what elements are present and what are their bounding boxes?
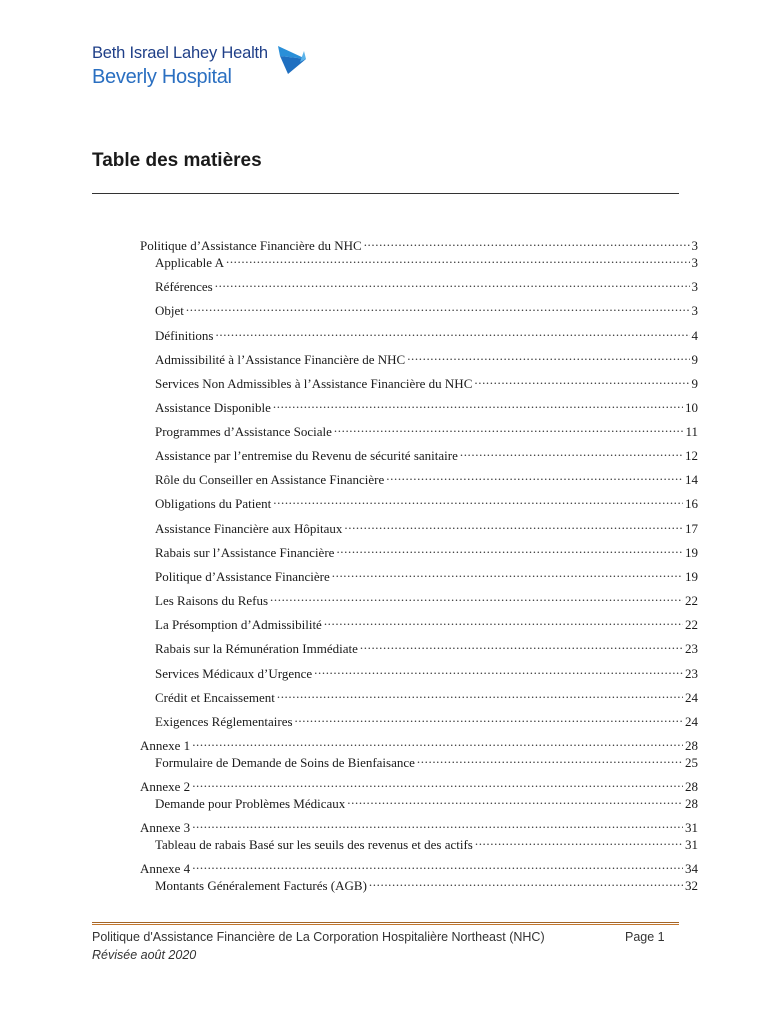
toc-dot-leader bbox=[192, 816, 683, 832]
toc-dot-leader bbox=[336, 541, 683, 557]
toc-dot-leader bbox=[270, 589, 683, 605]
logo-line-2: Beverly Hospital bbox=[92, 66, 232, 88]
toc-entry-page: 11 bbox=[685, 424, 698, 439]
toc-entry-page: 9 bbox=[691, 376, 698, 391]
toc-entry-label: Crédit et Encaissement bbox=[155, 690, 275, 705]
toc-entry-label: Annexe 1 bbox=[140, 738, 191, 753]
toc-dot-leader bbox=[460, 444, 683, 460]
toc-entry[interactable] bbox=[155, 751, 698, 770]
toc-entry[interactable] bbox=[155, 348, 698, 367]
toc-entry-page: 3 bbox=[691, 238, 698, 253]
toc-entry-label: Assistance par l’entremise du Revenu de sécurité sanitaire bbox=[155, 448, 458, 463]
toc-entry-label: Formulaire de Demande de Soins de Bienfaisance bbox=[155, 755, 415, 770]
toc-entry-label: Rabais sur l’Assistance Financière bbox=[155, 545, 335, 560]
toc-entry[interactable] bbox=[155, 613, 698, 632]
toc-dot-leader bbox=[344, 517, 683, 533]
toc-dot-leader bbox=[407, 348, 689, 364]
toc-entry-label: Rabais sur la Rémunération Immédiate bbox=[155, 641, 358, 656]
title-divider bbox=[92, 193, 679, 194]
toc-entry-label: Admissibilité à l’Assistance Financière de NHC bbox=[155, 352, 406, 367]
hospital-logo bbox=[92, 44, 268, 89]
toc-entry[interactable] bbox=[155, 833, 698, 852]
footer-divider bbox=[92, 922, 679, 925]
toc-entry[interactable] bbox=[155, 420, 698, 439]
toc-entry-label: Politique d’Assistance Financière du NHC bbox=[140, 238, 362, 253]
toc-entry-label: Demande pour Problèmes Médicaux bbox=[155, 796, 346, 811]
toc-entry-page: 16 bbox=[685, 496, 698, 511]
toc-entry-page: 3 bbox=[691, 279, 698, 294]
toc-dot-leader bbox=[295, 710, 683, 726]
toc-entry[interactable] bbox=[140, 857, 698, 876]
toc-entry-label: Rôle du Conseiller en Assistance Financière bbox=[155, 472, 385, 487]
toc-dot-leader bbox=[277, 686, 683, 702]
toc-entry[interactable] bbox=[155, 662, 698, 681]
toc-entry-label: Obligations du Patient bbox=[155, 496, 272, 511]
toc-dot-leader bbox=[332, 565, 683, 581]
toc-entry-label: Exigences Réglementaires bbox=[155, 714, 293, 729]
toc-entry-page: 12 bbox=[685, 448, 698, 463]
toc-entry-page: 19 bbox=[685, 569, 698, 584]
toc-entry-page: 4 bbox=[691, 328, 698, 343]
toc-entry-label: Objet bbox=[155, 303, 184, 318]
toc-entry-label: Les Raisons du Refus bbox=[155, 593, 269, 608]
toc-dot-leader bbox=[192, 734, 683, 750]
toc-entry-page: 25 bbox=[685, 755, 698, 770]
toc-dot-leader bbox=[347, 792, 683, 808]
toc-entry-page: 23 bbox=[685, 666, 698, 681]
toc-entry-page: 31 bbox=[685, 837, 698, 852]
toc-dot-leader bbox=[364, 234, 690, 250]
toc-dot-leader bbox=[334, 420, 684, 436]
toc-entry-label: Montants Généralement Facturés (AGB) bbox=[155, 878, 367, 893]
toc-entry-page: 24 bbox=[685, 714, 698, 729]
toc-dot-leader bbox=[475, 833, 683, 849]
toc-entry[interactable] bbox=[140, 734, 698, 753]
toc-dot-leader bbox=[369, 874, 683, 890]
toc-dot-leader bbox=[360, 637, 683, 653]
toc-entry-label: Annexe 2 bbox=[140, 779, 191, 794]
toc-entry-page: 3 bbox=[691, 303, 698, 318]
toc-dot-leader bbox=[324, 613, 683, 629]
toc-entry[interactable] bbox=[155, 792, 698, 811]
toc-entry-page: 19 bbox=[685, 545, 698, 560]
toc-entry-label: Assistance Financière aux Hôpitaux bbox=[155, 521, 343, 536]
logo-line-1: Beth Israel Lahey Health bbox=[92, 44, 268, 62]
toc-entry-page: 24 bbox=[685, 690, 698, 705]
toc-entry[interactable] bbox=[155, 324, 698, 343]
toc-entry[interactable] bbox=[140, 234, 698, 253]
toc-dot-leader bbox=[226, 251, 690, 267]
toc-dot-leader bbox=[192, 857, 683, 873]
toc-entry-label: Services Non Admissibles à l’Assistance Financière du NHC bbox=[155, 376, 473, 391]
toc-dot-leader bbox=[192, 775, 683, 791]
footer-page-number: Page 1 bbox=[625, 930, 665, 944]
toc-entry-label: Programmes d’Assistance Sociale bbox=[155, 424, 332, 439]
toc-entry[interactable] bbox=[155, 565, 698, 584]
toc-entry-page: 22 bbox=[685, 593, 698, 608]
toc-dot-leader bbox=[386, 468, 683, 484]
toc-entry[interactable] bbox=[155, 444, 698, 463]
footer-revision-date: Révisée août 2020 bbox=[92, 948, 197, 962]
toc-entry-label: Annexe 3 bbox=[140, 820, 191, 835]
toc-entry-page: 28 bbox=[685, 779, 698, 794]
toc-entry-label: Assistance Disponible bbox=[155, 400, 271, 415]
toc-entry[interactable] bbox=[140, 816, 698, 835]
toc-entry-page: 14 bbox=[685, 472, 698, 487]
toc-entry-page: 10 bbox=[685, 400, 698, 415]
toc-dot-leader bbox=[186, 299, 690, 315]
toc-entry-label: Définitions bbox=[155, 328, 214, 343]
toc-entry[interactable] bbox=[155, 541, 698, 560]
toc-entry-page: 28 bbox=[685, 738, 698, 753]
toc-entry-page: 17 bbox=[685, 521, 698, 536]
toc-entry[interactable] bbox=[140, 775, 698, 794]
toc-entry-label: Services Médicaux d’Urgence bbox=[155, 666, 313, 681]
toc-title: Table des matières bbox=[92, 150, 262, 171]
toc-dot-leader bbox=[314, 662, 683, 678]
toc-entry-label: Politique d’Assistance Financière bbox=[155, 569, 330, 584]
toc-dot-leader bbox=[474, 372, 689, 388]
toc-dot-leader bbox=[215, 275, 690, 291]
toc-entry[interactable] bbox=[155, 372, 698, 391]
bird-logo-icon bbox=[276, 42, 308, 76]
toc-entry-label: La Présomption d’Admissibilité bbox=[155, 617, 322, 632]
toc-entry-page: 31 bbox=[685, 820, 698, 835]
toc-entry[interactable] bbox=[155, 710, 698, 729]
toc-entry[interactable] bbox=[155, 517, 698, 536]
toc-entry-page: 23 bbox=[685, 641, 698, 656]
toc-dot-leader bbox=[216, 324, 690, 340]
toc-entry-page: 34 bbox=[685, 861, 698, 876]
toc-entry[interactable] bbox=[155, 686, 698, 705]
toc-entry[interactable] bbox=[155, 299, 698, 318]
toc-entry[interactable] bbox=[155, 468, 698, 487]
toc-entry-page: 9 bbox=[691, 352, 698, 367]
toc-entry-label: Tableau de rabais Basé sur les seuils des revenus et des actifs bbox=[155, 837, 473, 852]
toc-entry[interactable] bbox=[155, 275, 698, 294]
toc-entry-label: Annexe 4 bbox=[140, 861, 191, 876]
toc-dot-leader bbox=[273, 492, 683, 508]
toc-entry-label: Applicable A bbox=[155, 255, 224, 270]
toc-entry-page: 22 bbox=[685, 617, 698, 632]
toc-dot-leader bbox=[417, 751, 683, 767]
toc-entry[interactable] bbox=[155, 396, 698, 415]
toc-dot-leader bbox=[273, 396, 683, 412]
toc-entry[interactable] bbox=[155, 251, 698, 270]
toc-entry-label: Références bbox=[155, 279, 213, 294]
toc-entry[interactable] bbox=[155, 589, 698, 608]
toc-entry[interactable] bbox=[155, 874, 698, 893]
toc-entry-page: 3 bbox=[691, 255, 698, 270]
toc-entry[interactable] bbox=[155, 492, 698, 511]
toc-entry-page: 28 bbox=[685, 796, 698, 811]
toc-entry-page: 32 bbox=[685, 878, 698, 893]
toc-entry[interactable] bbox=[155, 637, 698, 656]
footer-document-title: Politique d'Assistance Financière de La Corporation Hospitalière Northeast (NHC) bbox=[92, 930, 545, 944]
